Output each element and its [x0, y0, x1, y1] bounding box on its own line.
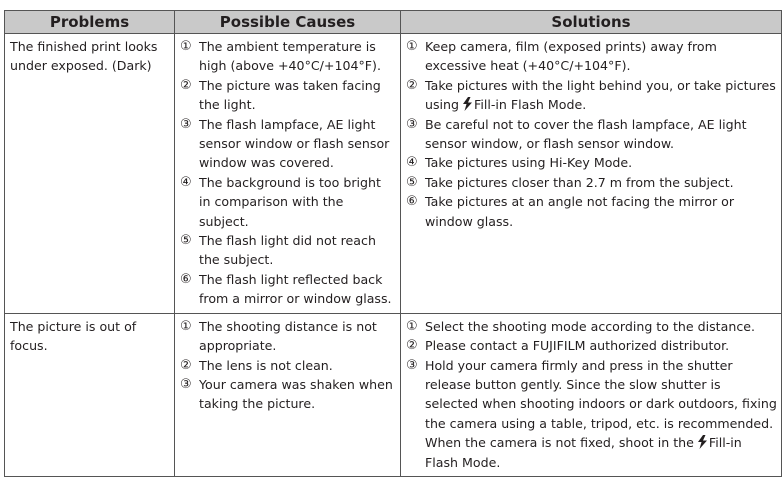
- solution-item: ① Keep camera, film (exposed prints) away from excessive heat (+40°C/+104°F).: [406, 39, 717, 74]
- flash-icon: [463, 97, 472, 111]
- header-row: [5, 11, 782, 34]
- cause-item: ③ Your camera was shaken when taking the picture.: [180, 376, 393, 412]
- cause-item: ⑤ The flash light did not reach the subject.: [180, 233, 376, 268]
- solution-item: ⑤ Take pictures closer than 2.7 m from the subject.: [406, 174, 734, 190]
- cause-item: ① The ambient temperature is high (above +40°C/+104°F).: [180, 39, 381, 74]
- solution-item: ③ Be careful not to cover the flash lampface, AE light sensor window, or flash sensor window.: [406, 116, 747, 152]
- solution-item: ③ Hold your camera firmly and press in the shutter release button gently. Since the slow shutter is selected when shooting indoors or dark outdoors, fixing the camera using a table, tripod, etc. is recommended. When the camera is not fixed, shoot in the Fill-in Flash Mode.: [406, 357, 777, 470]
- header-solutions: Solutions: [401, 11, 782, 34]
- problem-cell: The finished print looks under exposed. (Dark): [5, 34, 175, 314]
- cause-item: ③ The flash lampface, AE light sensor window or flash sensor window was covered.: [180, 116, 390, 171]
- cause-item: ④ The background is too bright in comparison with the subject.: [180, 174, 381, 229]
- troubleshooting-table: [4, 10, 782, 477]
- cause-item: ① The shooting distance is not appropriate.: [180, 318, 377, 354]
- header-possible-causes: Possible Causes: [175, 11, 401, 34]
- solutions-cell: [401, 34, 782, 314]
- header-problems: Problems: [5, 11, 175, 34]
- cause-item: ② The lens is not clean.: [180, 357, 333, 373]
- solution-item: ② Please contact a FUJIFILM authorized distributor.: [406, 338, 730, 354]
- table-row: [5, 34, 782, 314]
- cause-item: ⑥ The flash light reflected back from a mirror or window glass.: [180, 271, 392, 307]
- causes-cell: [175, 34, 401, 314]
- solution-item: ⑥ Take pictures at an angle not facing the mirror or window glass.: [406, 194, 735, 229]
- flash-icon: [698, 435, 707, 449]
- cause-item: ② The picture was taken facing the light.: [180, 77, 381, 113]
- solution-item: ④ Take pictures using Hi-Key Mode.: [406, 155, 633, 171]
- problem-cell: The picture is out of focus.: [5, 313, 175, 476]
- solution-item: ① Select the shooting mode according to the distance.: [406, 318, 755, 334]
- solution-item: ② Take pictures with the light behind you, or take pictures using Fill-in Flash Mode.: [406, 77, 776, 113]
